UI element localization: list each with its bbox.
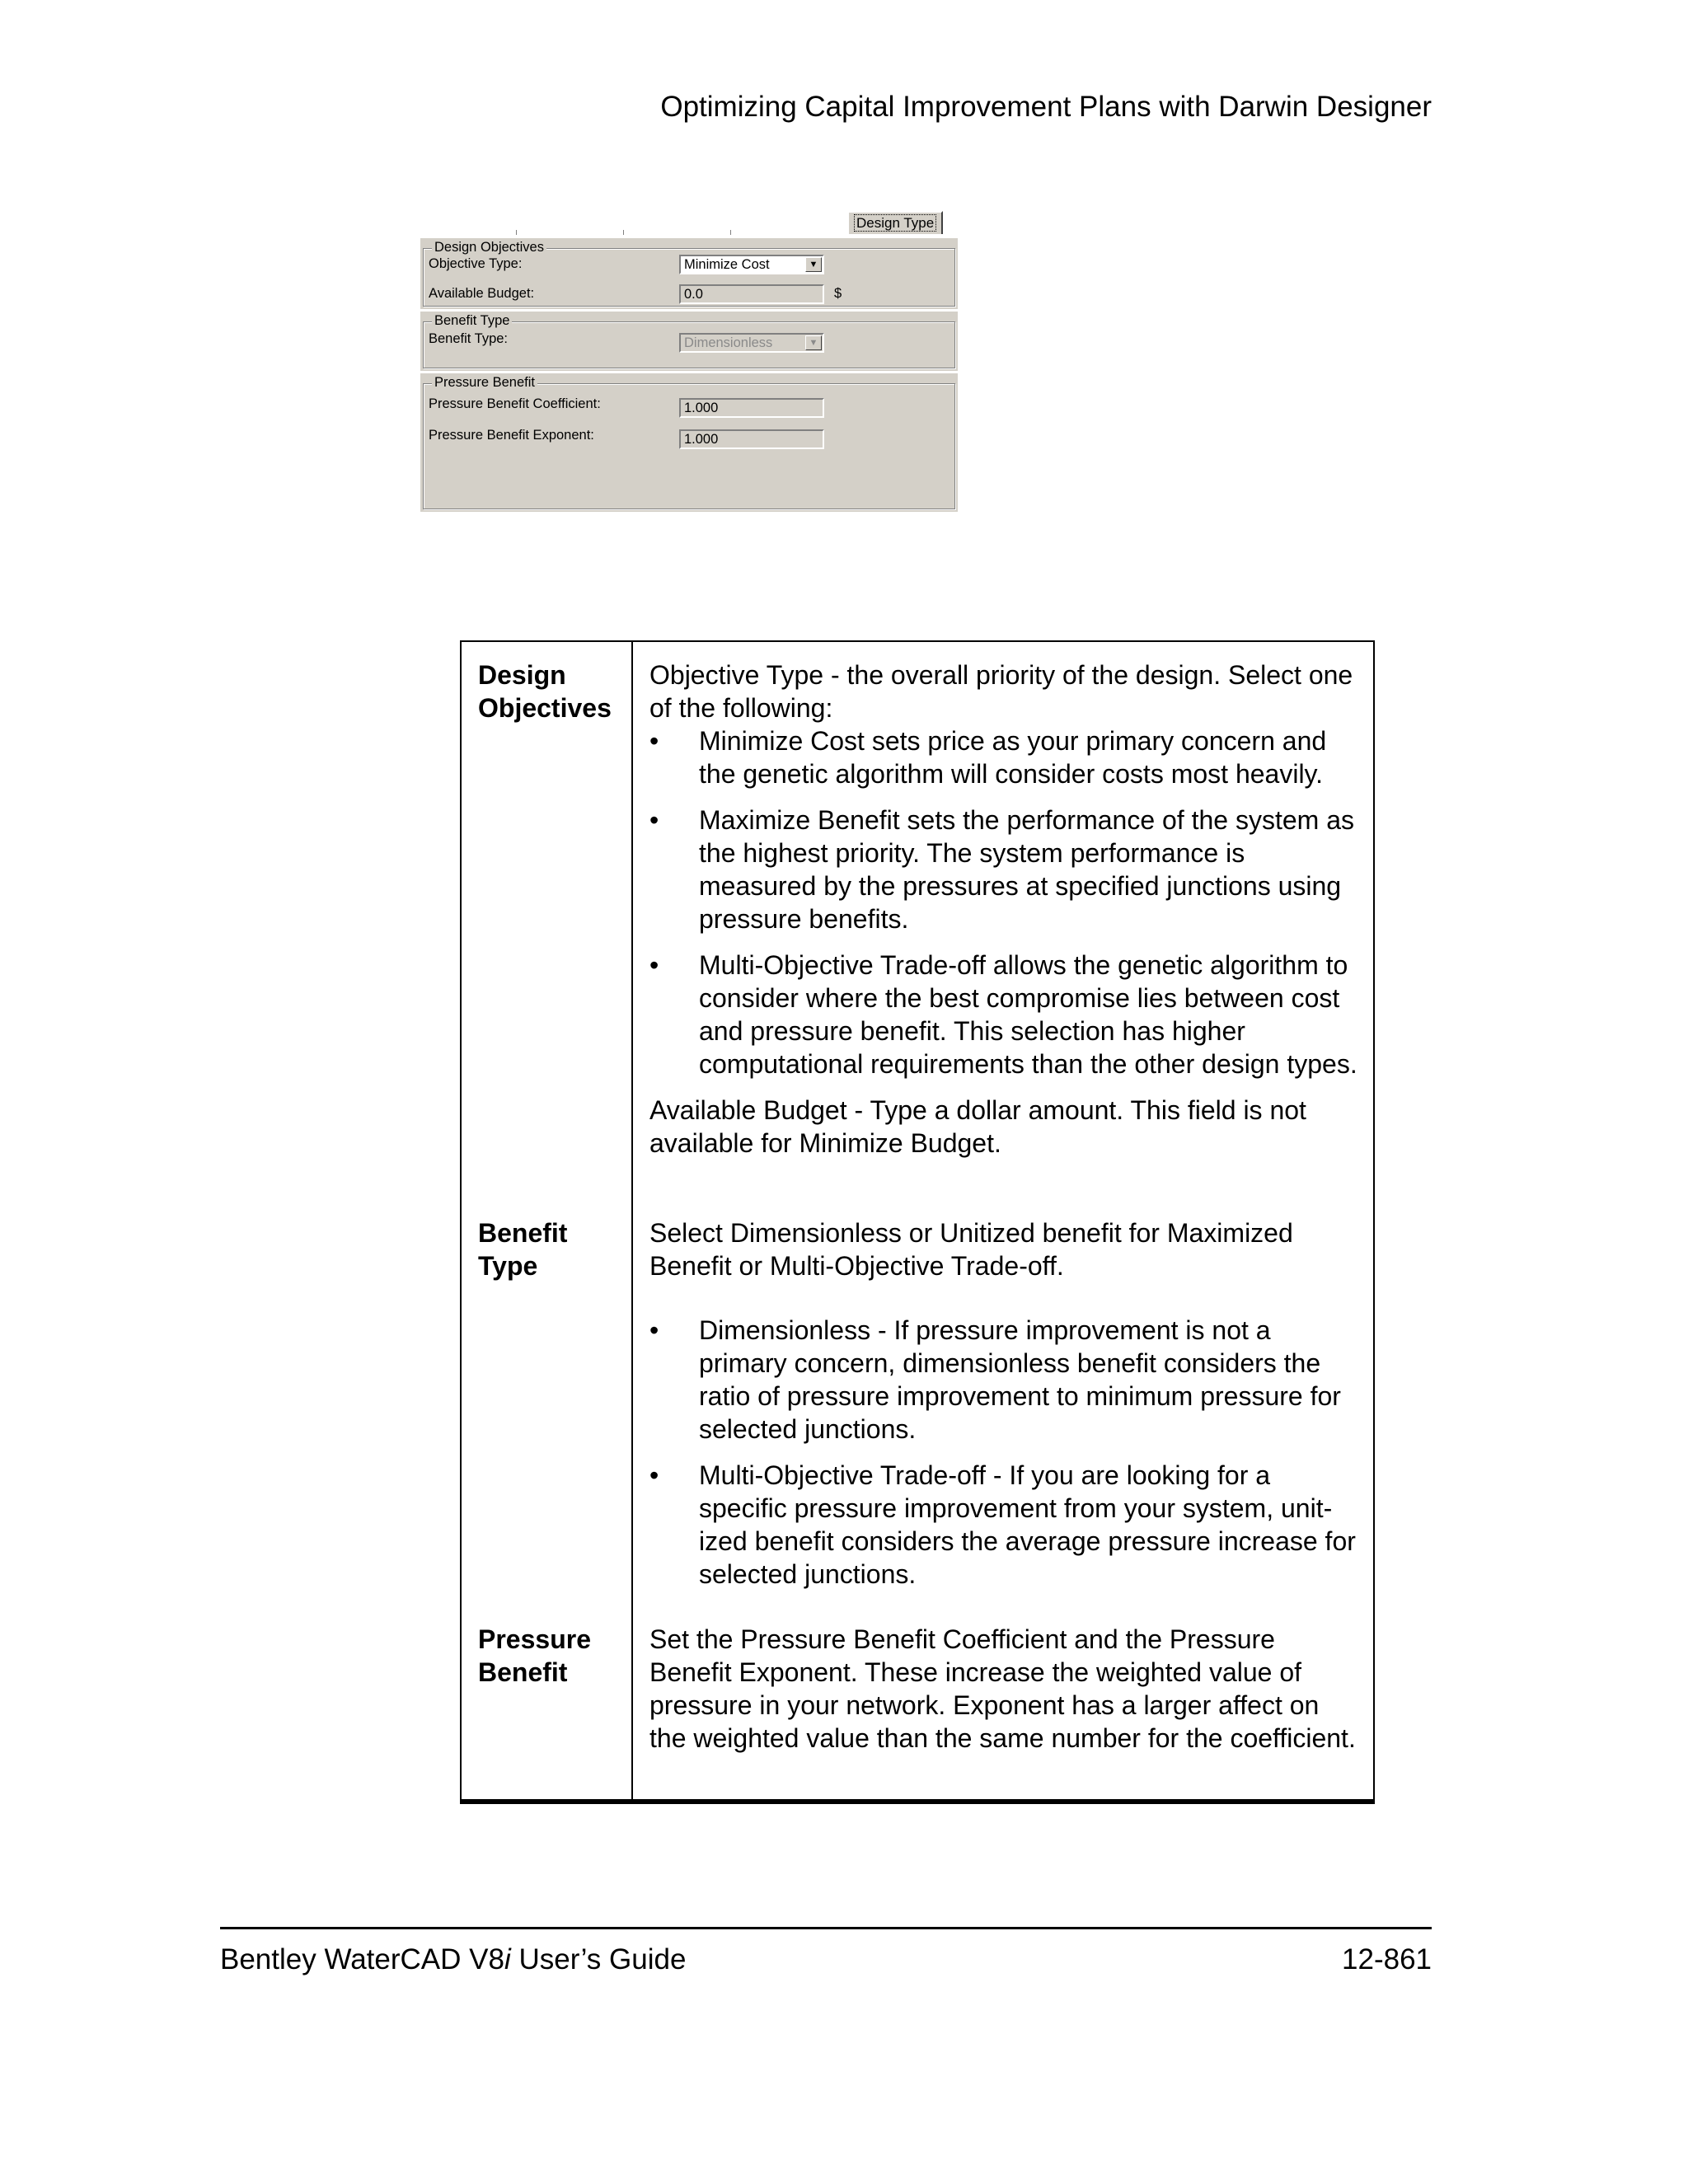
list-item: • Multi-Objective Trade-off - If you are looking for a specific pressure improvement from your system, unit-ized benefit considers the average pressure increase for selected junctions. <box>649 1460 1356 1589</box>
group-legend: Benefit Type <box>432 313 512 329</box>
page-number: 12-861 <box>1342 1943 1432 1975</box>
term-design-objectives: Design Objectives <box>478 660 612 723</box>
group-legend: Design Objectives <box>432 240 546 255</box>
budget-unit: $ <box>834 286 842 301</box>
benefit-type-select[interactable]: Dimensionless ▼ <box>679 333 824 353</box>
paragraph: Set the Pressure Benefit Coefficient and the Pressure Benefit Exponent. These increase the weighted value of pressure in your network. Exponent has a larger affect on the weighted value than the same number for the coefficient. <box>649 1624 1356 1753</box>
chevron-down-icon[interactable]: ▼ <box>805 335 822 350</box>
list-item: • Dimensionless - If pressure improvement is not a primary concern, dimensionless benefit considers the ratio of pressure improvement to minimum pressure for selected junctions. <box>649 1315 1341 1444</box>
tab-design-type[interactable]: Design Type <box>847 211 943 234</box>
list-item: • Multi-Objective Trade-off allows the genetic algorithm to consider where the best compromise lies between cost and pressure benefit. This selection has higher computational requirements than the other design types. <box>649 950 1357 1079</box>
tab-strip <box>420 209 958 238</box>
footer-guide-title: Bentley WaterCAD V8i User’s Guide <box>220 1943 687 1975</box>
list-item: • Minimize Cost sets price as your primary concern and the genetic algorithm will consider costs most heavily. <box>649 726 1327 789</box>
term-benefit-type: Benefit Type <box>478 1218 568 1281</box>
desc-pressure-benefit <box>649 1623 1358 1755</box>
definition-table <box>460 640 1375 1804</box>
benefit-type-label: Benefit Type: <box>429 331 509 346</box>
list-item: • Maximize Benefit sets the performance of the system as the highest priority. The system performance is measured by the pressures at specified junctions using pressure benefits. <box>649 805 1354 934</box>
desc-benefit-type <box>649 1216 1358 1591</box>
exponent-input[interactable]: 1.000 <box>679 429 824 449</box>
pressure-benefit-group <box>420 373 958 512</box>
desc-design-objectives <box>649 658 1358 1160</box>
design-objectives-group <box>420 238 958 309</box>
running-header: Optimizing Capital Improvement Plans with Darwin Designer <box>660 91 1432 123</box>
group-legend: Pressure Benefit <box>432 375 537 391</box>
paragraph: Available Budget - Type a dollar amount. This field is not available for Minimize Budget. <box>649 1095 1306 1158</box>
available-budget-input[interactable]: 0.0 <box>679 284 824 304</box>
paragraph: Objective Type - the overall priority of the design. Select one of the following: <box>649 660 1353 723</box>
benefit-type-group <box>420 312 958 371</box>
exponent-label: Pressure Benefit Exponent: <box>429 428 594 443</box>
paragraph: Select Dimensionless or Unitized benefit for Maximized Benefit or Multi-Objective Trade-off. <box>649 1218 1293 1281</box>
available-budget-label: Available Budget: <box>429 286 535 301</box>
term-pressure-benefit: Pressure Benefit <box>478 1624 591 1687</box>
coefficient-label: Pressure Benefit Coefficient: <box>429 396 601 411</box>
coefficient-input[interactable]: 1.000 <box>679 398 824 418</box>
design-type-dialog <box>420 209 958 512</box>
chevron-down-icon[interactable]: ▼ <box>805 257 822 272</box>
footer-rule <box>220 1927 1432 1929</box>
objective-type-select[interactable]: Minimize Cost ▼ <box>679 255 824 274</box>
objective-type-label: Objective Type: <box>429 256 523 271</box>
